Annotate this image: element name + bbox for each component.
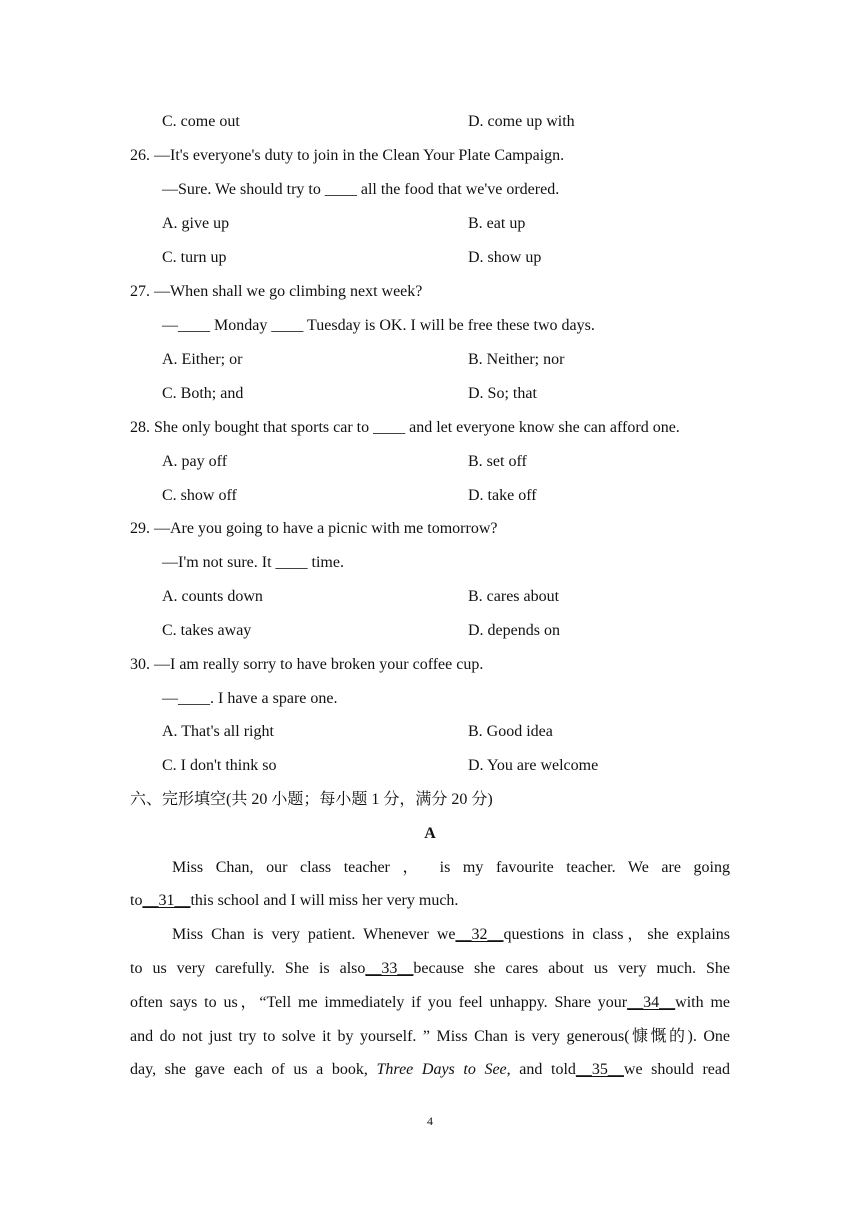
option-a-30: A. That's all right (162, 723, 274, 740)
option-b-30: B. Good idea (468, 723, 553, 740)
option-a-28: A. pay off (162, 453, 228, 470)
option-a-27: A. Either; or (162, 351, 243, 368)
option-d-30: D. You are welcome (468, 757, 599, 774)
question-27-stem: 27. —When shall we go climbing next week? (130, 283, 423, 300)
option-b-26: B. eat up (468, 215, 526, 232)
passage-p2-line2 (130, 959, 730, 979)
passage-p1-line2 (130, 891, 458, 911)
option-b-29: B. cares about (468, 588, 560, 605)
option-b-27: B. Neither; nor (468, 351, 565, 368)
passage-p2-line3 (130, 993, 730, 1013)
blank-35: __35__ (575, 1061, 624, 1078)
question-26-reply: —Sure. We should try to ____ all the food that we've ordered. (162, 181, 560, 198)
option-d-28: D. take off (468, 487, 537, 504)
option-d-26: D. show up (468, 249, 542, 266)
text-fragment: Miss Chan is very patient. Whenever we (172, 926, 456, 943)
text-fragment: because she cares about us very much. She (413, 960, 730, 977)
option-d-27: D. So; that (468, 385, 537, 402)
text-fragment: to (130, 892, 143, 909)
blank-31: __31__ (142, 892, 191, 909)
blank-34: __34__ (627, 994, 676, 1011)
option-c-25: C. come out (162, 113, 240, 130)
question-28-stem: 28. She only bought that sports car to ____ and let everyone know she can afford one. (130, 419, 680, 436)
question-27-reply: —____ Monday ____ Tuesday is OK. I will be free these two days. (162, 317, 595, 334)
passage-label: A (424, 825, 436, 842)
text-fragment: questions in class，she explains (503, 926, 730, 943)
blank-32: __32__ (455, 926, 504, 943)
option-d-25: D. come up with (468, 113, 575, 130)
text-fragment: with me (675, 994, 730, 1011)
passage-p2-line1 (130, 925, 730, 945)
option-c-27: C. Both; and (162, 385, 244, 402)
passage-p1-line1: Miss Chan, our class teacher ， is my favourite teacher. We are going (172, 859, 730, 876)
question-30-reply: —____. I have a spare one. (162, 690, 338, 707)
option-c-26: C. turn up (162, 249, 227, 266)
option-d-29: D. depends on (468, 622, 560, 639)
section-title: 六、完形填空(共 20 小题；每小题 1 分，满分 20 分) (130, 791, 493, 808)
question-29-reply: —I'm not sure. It ____ time. (162, 554, 344, 571)
passage-p2-line4: and do not just try to solve it by yourself. ” Miss Chan is very generous(慷慨的). One (130, 1028, 730, 1045)
option-c-30: C. I don't think so (162, 757, 277, 774)
option-c-29: C. takes away (162, 622, 252, 639)
option-a-29: A. counts down (162, 588, 263, 605)
text-fragment: day, she gave each of us a book, (130, 1061, 368, 1078)
text-fragment: we should read (623, 1061, 731, 1078)
text-fragment: this school and I will miss her very much. (190, 892, 459, 909)
question-26-stem: 26. —It's everyone's duty to join in the Clean Your Plate Campaign. (130, 147, 565, 164)
question-29-stem: 29. —Are you going to have a picnic with me tomorrow? (130, 520, 498, 537)
page-number: 4 (427, 1114, 433, 1128)
question-30-stem: 30. —I am really sorry to have broken your coffee cup. (130, 656, 484, 673)
passage-p2-line5 (130, 1060, 730, 1080)
text-fragment: , and told (506, 1061, 576, 1078)
text-fragment: often says to us，“Tell me immediately if you feel unhappy. Share your (130, 994, 628, 1011)
blank-33: __33__ (365, 960, 414, 977)
option-a-26: A. give up (162, 215, 230, 232)
option-b-28: B. set off (468, 453, 527, 470)
book-title: Three Days to See (376, 1061, 507, 1078)
option-c-28: C. show off (162, 487, 237, 504)
text-fragment: to us very carefully. She is also (130, 960, 366, 977)
